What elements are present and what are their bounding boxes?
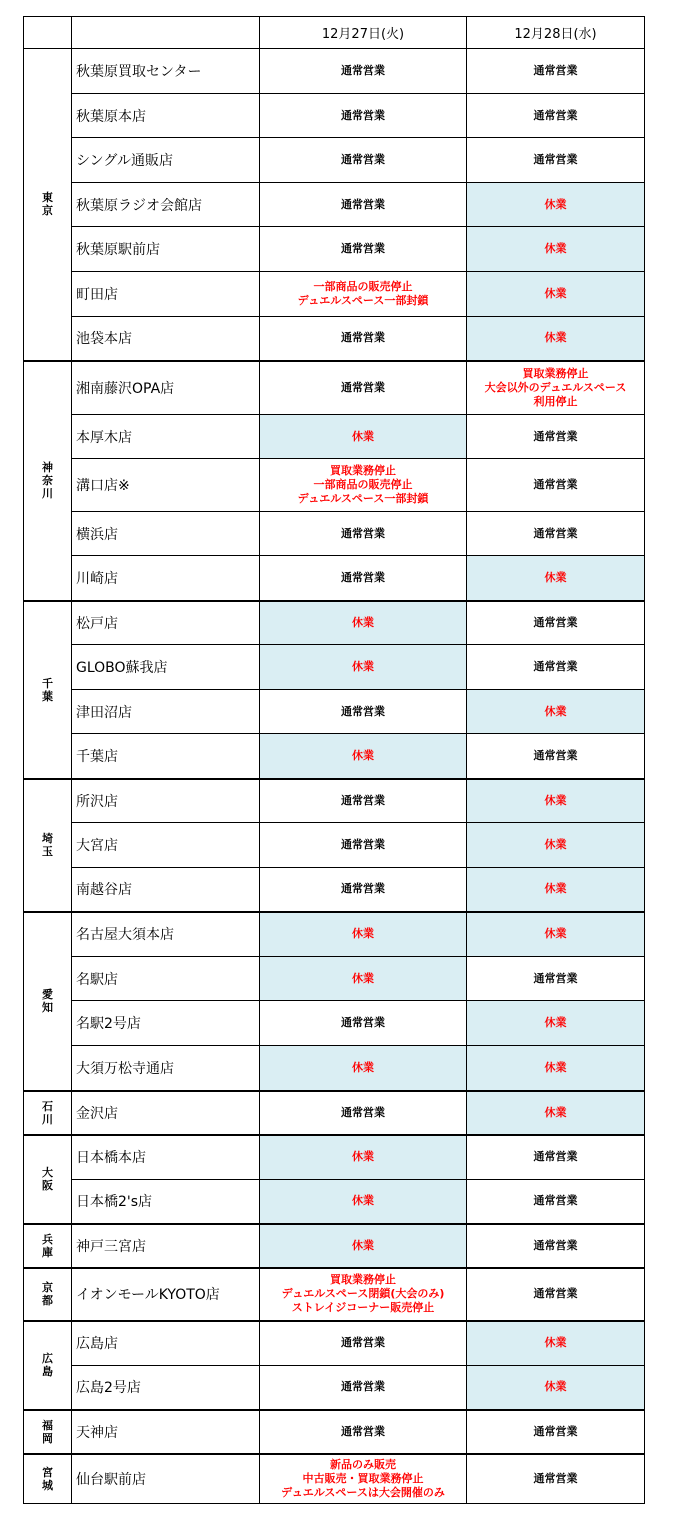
prefecture-label: 神奈川	[42, 461, 53, 500]
store-row	[24, 1135, 645, 1180]
status-dec28: 休業	[467, 690, 645, 734]
store-row	[24, 272, 645, 317]
prefecture-cell	[24, 1410, 72, 1454]
store-row	[24, 1001, 645, 1046]
status-dec28: 通常営業	[467, 1135, 645, 1180]
status-dec28: 通常営業	[467, 957, 645, 1001]
store-name: 津田沼店	[72, 690, 260, 734]
status-dec27: 休業	[260, 957, 467, 1001]
status-dec27: 通常営業	[260, 227, 467, 272]
store-name: 名古屋大須本店	[72, 912, 260, 957]
status-dec28: 通常営業	[467, 49, 645, 94]
prefecture-cell	[24, 912, 72, 1091]
prefecture-cell	[24, 1321, 72, 1410]
store-name: 天神店	[72, 1410, 260, 1454]
store-row	[24, 779, 645, 823]
store-name: 横浜店	[72, 512, 260, 556]
prefecture-label: 広島	[42, 1352, 53, 1378]
status-dec27: 通常営業	[260, 138, 467, 183]
prefecture-label: 東京	[42, 191, 53, 218]
store-name: 池袋本店	[72, 317, 260, 361]
status-dec27: 買取業務停止 一部商品の販売停止 デュエルスペース一部封鎖	[260, 459, 467, 512]
store-row	[24, 49, 645, 94]
store-row	[24, 317, 645, 361]
status-dec27: 休業	[260, 1180, 467, 1224]
store-name: 松戸店	[72, 601, 260, 645]
store-row	[24, 1224, 645, 1268]
store-name: 日本橋本店	[72, 1135, 260, 1180]
status-dec27: 休業	[260, 1135, 467, 1180]
store-row	[24, 227, 645, 272]
store-name: 秋葉原ラジオ会館店	[72, 183, 260, 227]
status-dec28: 通常営業	[467, 601, 645, 645]
status-dec27: 通常営業	[260, 361, 467, 415]
prefecture-cell	[24, 1135, 72, 1224]
store-name: 秋葉原買取センター	[72, 49, 260, 94]
status-dec28: 休業	[467, 317, 645, 361]
store-name: GLOBO蘇我店	[72, 645, 260, 690]
store-name: 溝口店※	[72, 459, 260, 512]
status-dec28: 通常営業	[467, 459, 645, 512]
store-name: 湘南藤沢OPA店	[72, 361, 260, 415]
store-row	[24, 734, 645, 779]
store-name: 本厚木店	[72, 415, 260, 459]
status-dec28: 通常営業	[467, 1224, 645, 1268]
status-dec27: 通常営業	[260, 868, 467, 912]
header-date-dec27: 12月27日(火)	[260, 17, 467, 49]
store-row	[24, 459, 645, 512]
store-name: 神戸三宮店	[72, 1224, 260, 1268]
prefecture-cell	[24, 1091, 72, 1135]
prefecture-label: 愛知	[42, 988, 53, 1014]
store-row	[24, 1321, 645, 1366]
store-row	[24, 601, 645, 645]
store-name: 南越谷店	[72, 868, 260, 912]
status-dec28: 休業	[467, 779, 645, 823]
store-name: 大須万松寺通店	[72, 1046, 260, 1091]
store-row	[24, 957, 645, 1001]
status-dec27: 休業	[260, 1224, 467, 1268]
prefecture-label: 福岡	[42, 1418, 53, 1445]
status-dec28: 休業	[467, 868, 645, 912]
prefecture-cell	[24, 49, 72, 361]
status-dec28: 通常営業	[467, 415, 645, 459]
status-dec27: 通常営業	[260, 1321, 467, 1366]
status-dec27: 通常営業	[260, 690, 467, 734]
status-dec28: 通常営業	[467, 512, 645, 556]
store-row	[24, 138, 645, 183]
status-dec27: 通常営業	[260, 1410, 467, 1454]
store-name: 川崎店	[72, 556, 260, 601]
store-row	[24, 645, 645, 690]
status-dec27: 通常営業	[260, 512, 467, 556]
store-name: 仙台駅前店	[72, 1454, 260, 1504]
prefecture-label: 兵庫	[42, 1232, 53, 1259]
status-dec28: 通常営業	[467, 645, 645, 690]
status-dec28: 通常営業	[467, 1180, 645, 1224]
store-row	[24, 690, 645, 734]
store-name: 千葉店	[72, 734, 260, 779]
status-dec28: 休業	[467, 183, 645, 227]
status-dec28: 買取業務停止 大会以外のデュエルスペース 利用停止	[467, 361, 645, 415]
prefecture-label: 大阪	[42, 1166, 53, 1192]
store-row	[24, 183, 645, 227]
store-name: 秋葉原本店	[72, 94, 260, 138]
store-name: 秋葉原駅前店	[72, 227, 260, 272]
status-dec27: 休業	[260, 912, 467, 957]
status-dec27: 通常営業	[260, 49, 467, 94]
status-dec28: 休業	[467, 272, 645, 317]
header-row	[24, 17, 645, 49]
store-row	[24, 1091, 645, 1135]
store-name: 名駅2号店	[72, 1001, 260, 1046]
store-row	[24, 1410, 645, 1454]
status-dec27: 通常営業	[260, 823, 467, 868]
prefecture-cell	[24, 1454, 72, 1504]
store-row	[24, 361, 645, 415]
store-schedule-table	[23, 16, 645, 1504]
status-dec27: 通常営業	[260, 94, 467, 138]
header-store	[72, 17, 260, 49]
status-dec28: 通常営業	[467, 1410, 645, 1454]
status-dec28: 休業	[467, 1001, 645, 1046]
prefecture-cell	[24, 1224, 72, 1268]
store-name: 名駅店	[72, 957, 260, 1001]
store-row	[24, 556, 645, 601]
store-name: 大宮店	[72, 823, 260, 868]
status-dec28: 休業	[467, 912, 645, 957]
store-name: 日本橋2's店	[72, 1180, 260, 1224]
store-row	[24, 1180, 645, 1224]
status-dec27: 通常営業	[260, 317, 467, 361]
status-dec27: 買取業務停止 デュエルスペース閉鎖(大会のみ) ストレイジコーナー販売停止	[260, 1268, 467, 1321]
store-row	[24, 868, 645, 912]
store-name: 所沢店	[72, 779, 260, 823]
prefecture-cell	[24, 1268, 72, 1321]
status-dec28: 休業	[467, 1091, 645, 1135]
store-row	[24, 1268, 645, 1321]
store-name: 金沢店	[72, 1091, 260, 1135]
prefecture-cell	[24, 779, 72, 912]
status-dec28: 休業	[467, 1366, 645, 1410]
status-dec28: 休業	[467, 227, 645, 272]
store-row	[24, 1366, 645, 1410]
status-dec27: 新品のみ販売 中古販売・買取業務停止 デュエルスペースは大会開催のみ	[260, 1454, 467, 1504]
status-dec27: 休業	[260, 601, 467, 645]
store-name: 広島2号店	[72, 1366, 260, 1410]
header-date-dec28: 12月28日(水)	[467, 17, 645, 49]
status-dec27: 通常営業	[260, 183, 467, 227]
prefecture-label: 埼玉	[42, 832, 53, 858]
store-row	[24, 912, 645, 957]
status-dec28: 通常営業	[467, 138, 645, 183]
status-dec28: 通常営業	[467, 734, 645, 779]
status-dec27: 通常営業	[260, 1001, 467, 1046]
status-dec28: 休業	[467, 1321, 645, 1366]
status-dec27: 通常営業	[260, 556, 467, 601]
status-dec27: 通常営業	[260, 1366, 467, 1410]
status-dec27: 通常営業	[260, 1091, 467, 1135]
status-dec27: 一部商品の販売停止 デュエルスペース一部封鎖	[260, 272, 467, 317]
store-row	[24, 512, 645, 556]
status-dec28: 休業	[467, 823, 645, 868]
store-name: 町田店	[72, 272, 260, 317]
status-dec28: 通常営業	[467, 94, 645, 138]
status-dec28: 休業	[467, 1046, 645, 1091]
store-row	[24, 415, 645, 459]
status-dec27: 休業	[260, 1046, 467, 1091]
status-dec28: 休業	[467, 556, 645, 601]
prefecture-label: 宮城	[42, 1465, 53, 1492]
header-pref	[24, 17, 72, 49]
prefecture-label: 千葉	[42, 676, 53, 703]
status-dec28: 通常営業	[467, 1268, 645, 1321]
prefecture-cell	[24, 601, 72, 779]
prefecture-label: 京都	[42, 1281, 53, 1307]
status-dec27: 休業	[260, 645, 467, 690]
store-row	[24, 94, 645, 138]
store-name: イオンモールKYOTO店	[72, 1268, 260, 1321]
store-row	[24, 1454, 645, 1504]
store-name: シングル通販店	[72, 138, 260, 183]
store-row	[24, 1046, 645, 1091]
status-dec28: 通常営業	[467, 1454, 645, 1504]
prefecture-cell	[24, 361, 72, 601]
store-name: 広島店	[72, 1321, 260, 1366]
status-dec27: 休業	[260, 734, 467, 779]
prefecture-label: 石川	[42, 1099, 53, 1126]
store-row	[24, 823, 645, 868]
status-dec27: 休業	[260, 415, 467, 459]
status-dec27: 通常営業	[260, 779, 467, 823]
